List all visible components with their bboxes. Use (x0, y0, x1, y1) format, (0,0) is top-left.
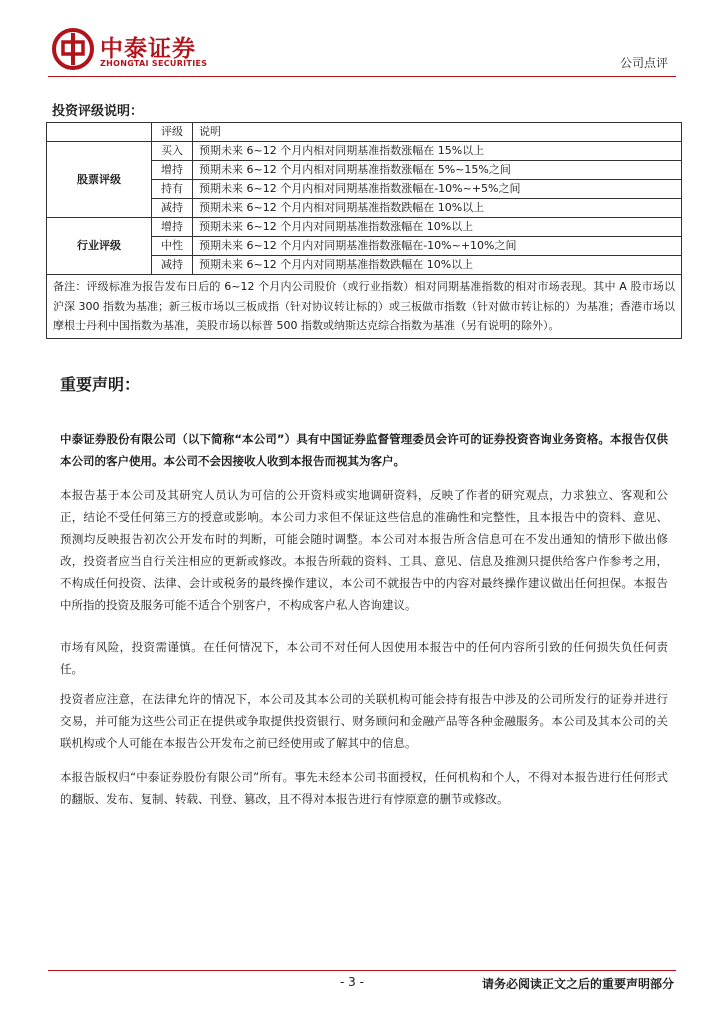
disclaimer-paragraph-2: 市场有风险，投资需谨慎。在任何情况下，本公司不对任何人因使用本报告中的任何内容所引致的任何损失负任何责任。 (60, 640, 668, 676)
table-note-row (47, 275, 682, 339)
rating-level: 中性 (152, 237, 193, 256)
rating-level: 减持 (152, 199, 193, 218)
disclaimer-paragraph-1: 本报告基于本公司及其研究人员认为可信的公开资料或实地调研资料，反映了作者的研究观点，力求独立、客观和公正，结论不受任何第三方的授意或影响。本公司力求但不保证这些信息的准确性和完整性，且本报告中的资料、意见、预测均反映报告初次公开发布时的判断，可能会随时调整。本公司对本报告所含信息可在不发出通知的情形下做出修改，投资者应当自行关注相应的更新或修改。本报告所载的资料、工具、意见、信息及推测只提供给客户作参考之用，不构成任何投资、法律、会计或税务的最终操作建议，本公司不就报告中的内容对最终操作建议做出任何担保。本报告中所指的投资及服务可能不适合个别客户，不构成客户私人咨询建议。 (60, 488, 668, 612)
page-header (0, 0, 724, 80)
disclaimer-paragraph-4: 本报告版权归“中泰证券股份有限公司”所有。事先未经本公司书面授权，任何机构和个人，不得对本报告进行任何形式的翻版、发布、复制、转载、刊登、篡改，且不得对本报告进行有悖原意的删节或修改。 (60, 770, 668, 806)
table-header-level: 评级 (152, 123, 193, 142)
rating-note: 备注：评级标准为报告发布日后的 6~12 个月内公司股价（或行业指数）相对同期基准指数的相对市场表现。其中 A 股市场以沪深 300 指数为基准；新三板市场以三板成指（针对协议转让标的）或三板做市指数（针对做市转让标的）为基准；香港市场以摩根士丹利中国指数为基准，美股市场以标普 500 指数或纳斯达克综合指数为基准（另有说明的除外）。 (47, 275, 682, 339)
zhongtai-logo-icon (52, 28, 94, 70)
disclaimer-title: 重要声明： (60, 375, 141, 394)
industry-rating-label: 行业评级 (47, 218, 152, 275)
logo-text-en: ZHONGTAI SECURITIES (100, 59, 208, 68)
rating-desc: 预期未来 6~12 个月内相对同期基准指数涨幅在-10%~+5%之间 (193, 180, 682, 199)
rating-level: 增持 (152, 161, 193, 180)
rating-desc: 预期未来 6~12 个月内相对同期基准指数涨幅在 15%以上 (193, 142, 682, 161)
rating-table (46, 122, 682, 339)
logo-text-cn: 中泰证券 (100, 36, 196, 62)
rating-section-title: 投资评级说明： (52, 104, 144, 119)
rating-desc: 预期未来 6~12 个月内对同期基准指数涨幅在-10%~+10%之间 (193, 237, 682, 256)
rating-desc: 预期未来 6~12 个月内对同期基准指数跌幅在 10%以上 (193, 256, 682, 275)
company-logo (52, 28, 222, 72)
table-header-desc: 说明 (193, 123, 682, 142)
rating-level: 持有 (152, 180, 193, 199)
footer-note: 请务必阅读正文之后的重要声明部分 (481, 977, 674, 991)
rating-desc: 预期未来 6~12 个月内对同期基准指数涨幅在 10%以上 (193, 218, 682, 237)
rating-level: 增持 (152, 218, 193, 237)
rating-desc: 预期未来 6~12 个月内相对同期基准指数涨幅在 5%~15%之间 (193, 161, 682, 180)
table-row (47, 218, 682, 237)
rating-level: 买入 (152, 142, 193, 161)
rating-level: 减持 (152, 256, 193, 275)
footer-divider (48, 970, 676, 971)
table-header-empty (47, 123, 152, 142)
disclaimer-bold-paragraph: 中泰证券股份有限公司（以下简称“本公司”）具有中国证券监督管理委员会许可的证券投资咨询业务资格。本报告仅供本公司的客户使用。本公司不会因接收人收到本报告而视其为客户。 (60, 432, 668, 468)
table-row (47, 142, 682, 161)
header-divider (48, 76, 676, 77)
table-header-row (47, 123, 682, 142)
disclaimer-paragraph-3: 投资者应注意，在法律允许的情况下，本公司及其本公司的关联机构可能会持有报告中涉及的公司所发行的证券并进行交易，并可能为这些公司正在提供或争取提供投资银行、财务顾问和金融产品等各种金融服务。本公司及其本公司的关联机构或个人可能在本报告公开发布之前已经使用或了解其中的信息。 (60, 692, 668, 750)
page-number: - 3 - (340, 975, 364, 989)
rating-desc: 预期未来 6~12 个月内相对同期基准指数跌幅在 10%以上 (193, 199, 682, 218)
stock-rating-label: 股票评级 (47, 142, 152, 218)
document-type: 公司点评 (619, 56, 668, 70)
